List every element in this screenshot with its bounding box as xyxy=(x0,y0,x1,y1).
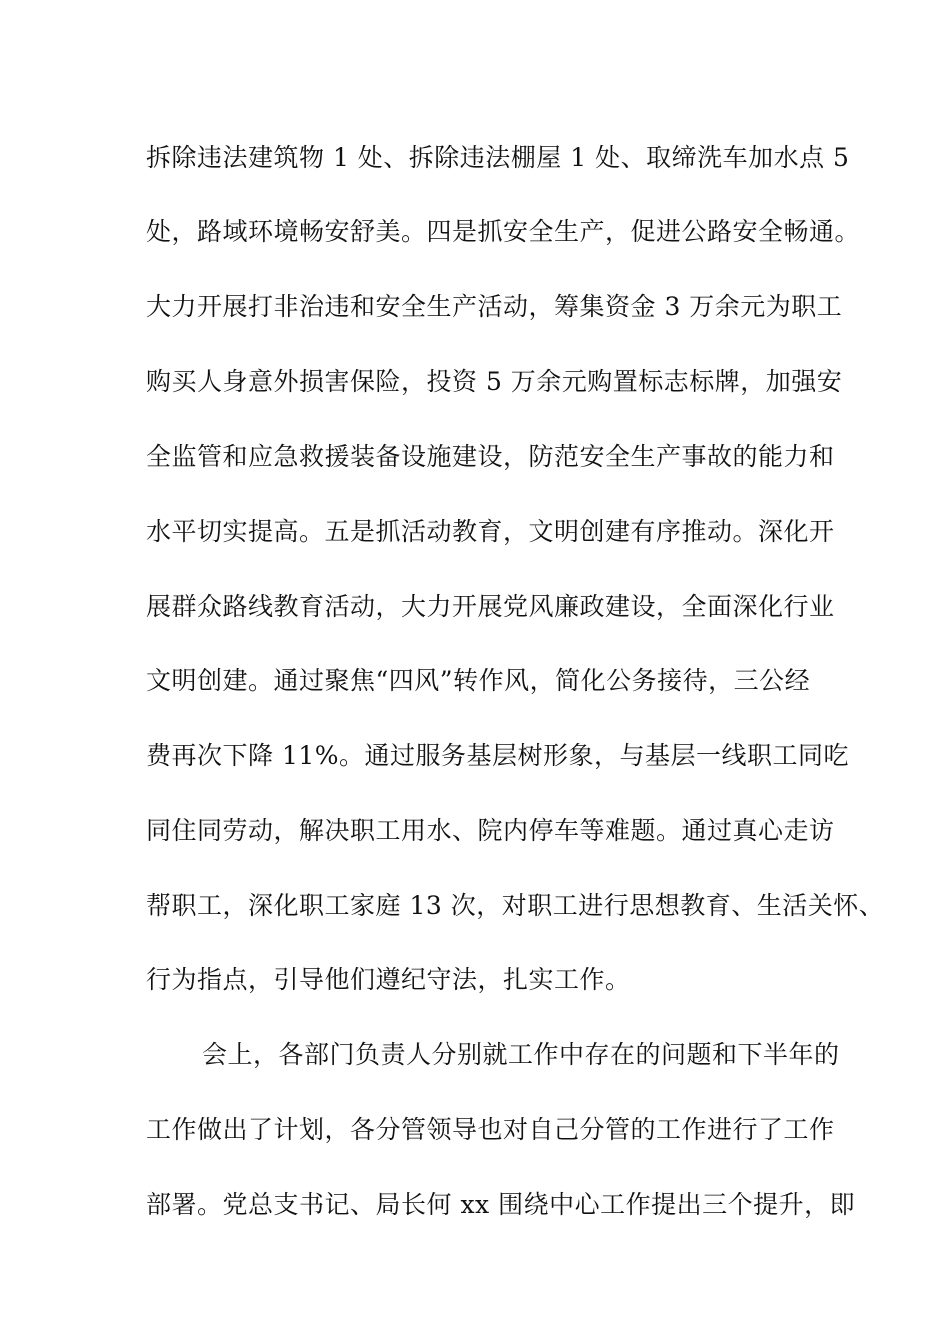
text-line-14: 工作做出了计划，各分管领导也对自己分管的工作进行了工作 xyxy=(146,1115,835,1144)
text-line-1: 拆除违法建筑物 1 处、拆除违法棚屋 1 处、取缔洗车加水点 5 xyxy=(146,143,850,172)
text-line-13: 会上，各部门负责人分别就工作中存在的问题和下半年的 xyxy=(202,1040,840,1069)
text-line-15: 部署。党总支书记、局长何 xx 围绕中心工作提出三个提升，即 xyxy=(146,1190,856,1219)
text-line-3: 大力开展打非治违和安全生产活动，筹集资金 3 万余元为职工 xyxy=(146,292,843,321)
text-line-5: 全监管和应急救援装备设施建设，防范安全生产事故的能力和 xyxy=(146,442,835,471)
text-line-6: 水平切实提高。五是抓活动教育，文明创建有序推动。深化开 xyxy=(146,517,835,546)
text-line-11: 帮职工，深化职工家庭 13 次，对职工进行思想教育、生活关怀、 xyxy=(146,891,885,920)
text-line-8: 文明创建。通过聚焦“四风”转作风，简化公务接待，三公经 xyxy=(146,666,811,695)
text-line-10: 同住同劳动，解决职工用水、院内停车等难题。通过真心走访 xyxy=(146,816,835,845)
text-line-12: 行为指点，引导他们遵纪守法，扎实工作。 xyxy=(146,965,631,994)
text-line-7: 展群众路线教育活动，大力开展党风廉政建设，全面深化行业 xyxy=(146,592,835,621)
text-line-4: 购买人身意外损害保险，投资 5 万余元购置标志标牌，加强安 xyxy=(146,367,843,396)
text-line-2: 处，路域环境畅安舒美。四是抓安全生产，促进公路安全畅通。 xyxy=(146,217,861,246)
text-line-9: 费再次下降 11%。通过服务基层树形象，与基层一线职工同吃 xyxy=(146,741,850,770)
